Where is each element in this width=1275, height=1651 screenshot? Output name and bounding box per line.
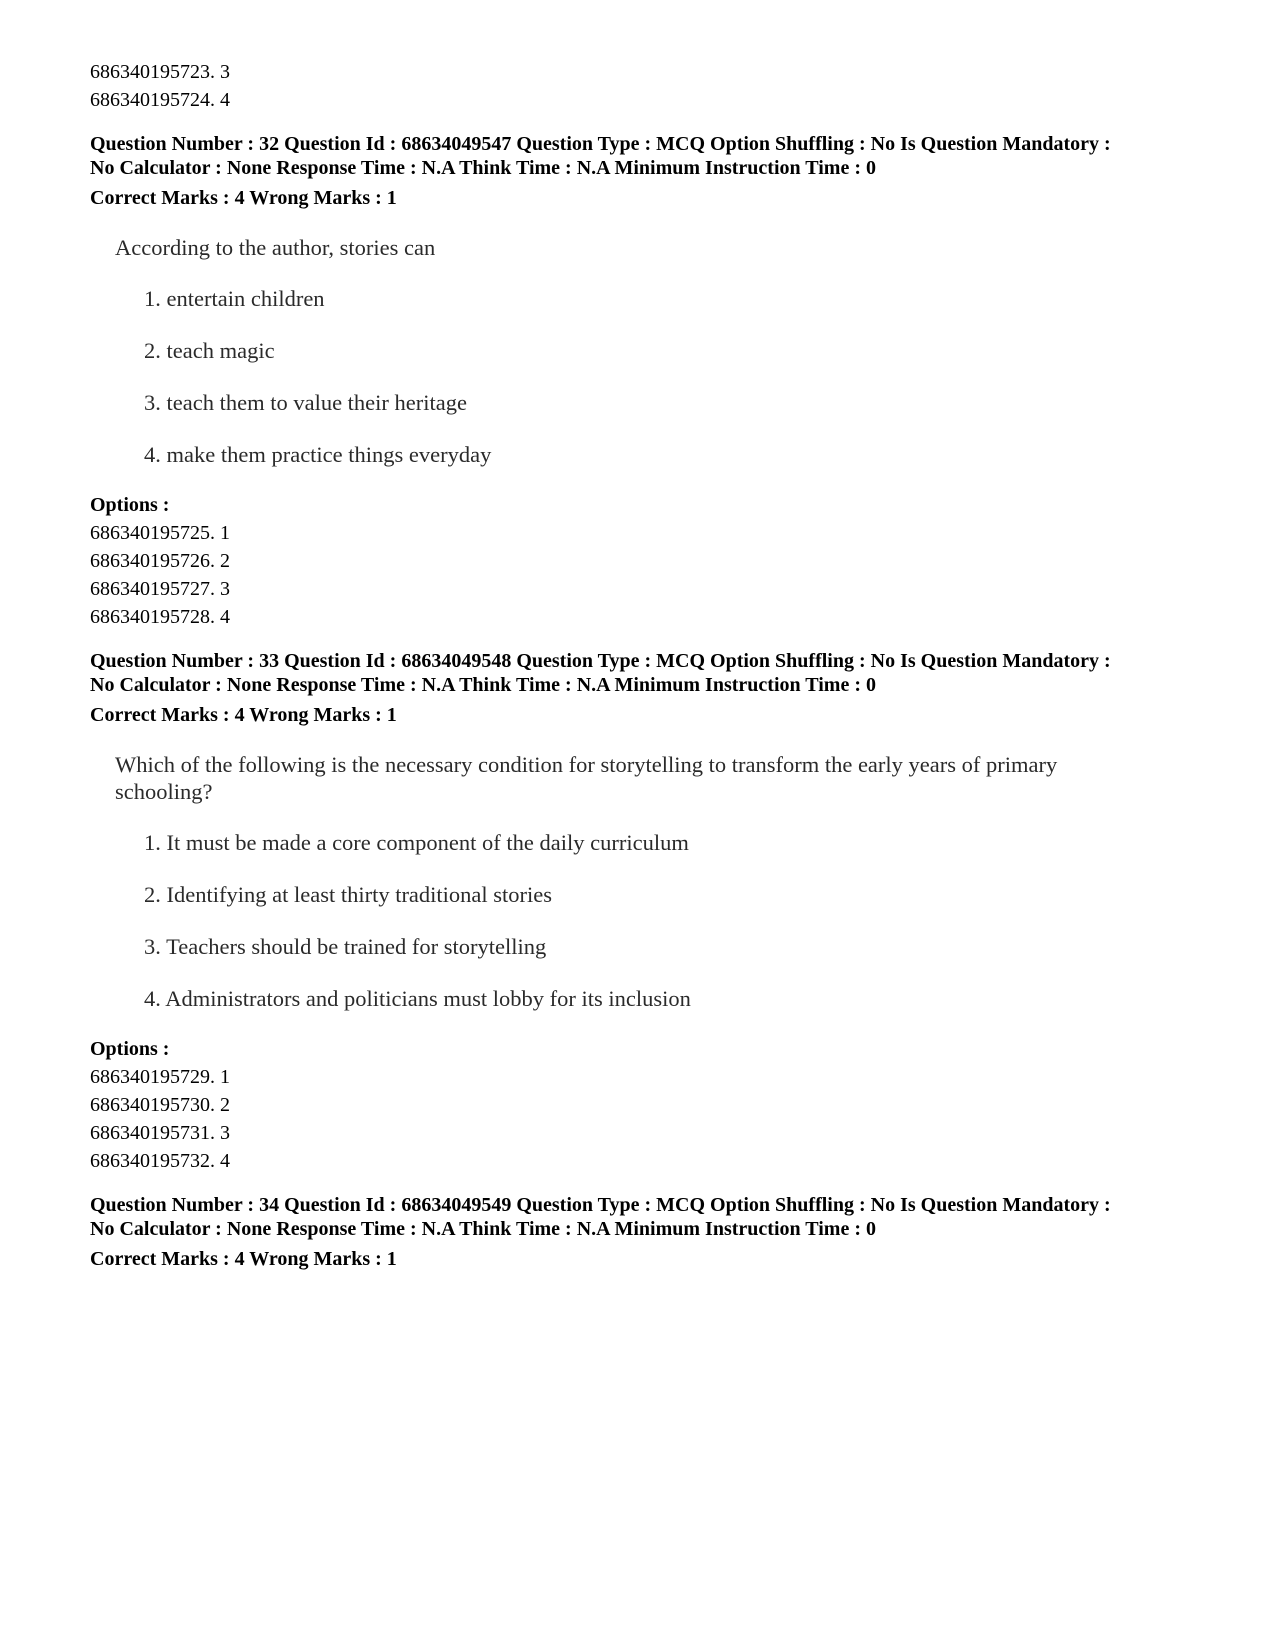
- options-label: Options :: [90, 494, 170, 516]
- question-block-33: [90, 650, 1200, 1175]
- choice-item: 3. teach them to value their heritage: [144, 390, 467, 415]
- option-item: 686340195725. 1: [90, 522, 230, 544]
- choice-item: 4. Administrators and politicians must lobby for its inclusion: [144, 986, 691, 1011]
- option-item: 686340195731. 3: [90, 1122, 230, 1144]
- option-item: 686340195728. 4: [90, 606, 230, 628]
- previous-options-list: [90, 58, 1200, 114]
- choice-item: 2. teach magic: [144, 338, 275, 363]
- options-label: Options :: [90, 1038, 170, 1060]
- option-item: 686340195727. 3: [90, 578, 230, 600]
- question-text: According to the author, stories can: [115, 235, 436, 260]
- question-image: [115, 234, 1200, 469]
- options-list: [90, 1063, 1200, 1175]
- choice-item: 4. make them practice things everyday: [144, 442, 492, 467]
- choice-item: 1. It must be made a core component of the daily curriculum: [144, 830, 689, 855]
- option-item: 686340195724. 4: [90, 89, 230, 111]
- question-header: [90, 1194, 1200, 1241]
- option-item: 686340195730. 2: [90, 1094, 230, 1116]
- question-header-line2: No Calculator : None Response Time : N.A Think Time : N.A Minimum Instruction Time : 0: [90, 1217, 876, 1240]
- question-block-32: [90, 133, 1200, 631]
- question-image: [115, 751, 1200, 1013]
- question-header-line1: Question Number : 34 Question Id : 68634049549 Question Type : MCQ Option Shuffling : No Is Question Mandatory :: [90, 1194, 1111, 1216]
- option-item: 686340195732. 4: [90, 1150, 230, 1172]
- question-text: Which of the following is the necessary condition for storytelling to transform the early years of primary schooling?: [115, 752, 1058, 804]
- choice-item: 3. Teachers should be trained for storytelling: [144, 934, 547, 959]
- question-marks: Correct Marks : 4 Wrong Marks : 1: [90, 704, 397, 726]
- option-item: 686340195723. 3: [90, 61, 230, 83]
- choice-item: 1. entertain children: [144, 286, 325, 311]
- question-marks: Correct Marks : 4 Wrong Marks : 1: [90, 187, 397, 209]
- choice-item: 2. Identifying at least thirty traditional stories: [144, 882, 553, 907]
- question-header-line2: No Calculator : None Response Time : N.A Think Time : N.A Minimum Instruction Time : 0: [90, 673, 876, 696]
- option-item: 686340195729. 1: [90, 1066, 230, 1088]
- question-header: [90, 650, 1200, 697]
- question-header-line1: Question Number : 33 Question Id : 68634049548 Question Type : MCQ Option Shuffling : No Is Question Mandatory :: [90, 650, 1111, 672]
- question-header-line1: Question Number : 32 Question Id : 68634049547 Question Type : MCQ Option Shuffling : No Is Question Mandatory :: [90, 133, 1111, 155]
- question-header-line2: No Calculator : None Response Time : N.A Think Time : N.A Minimum Instruction Time : 0: [90, 156, 876, 179]
- question-marks: Correct Marks : 4 Wrong Marks : 1: [90, 1248, 397, 1270]
- options-list: [90, 519, 1200, 631]
- option-item: 686340195726. 2: [90, 550, 230, 572]
- question-header: [90, 133, 1200, 180]
- document-page: [90, 58, 1200, 1273]
- question-block-34: [90, 1194, 1200, 1273]
